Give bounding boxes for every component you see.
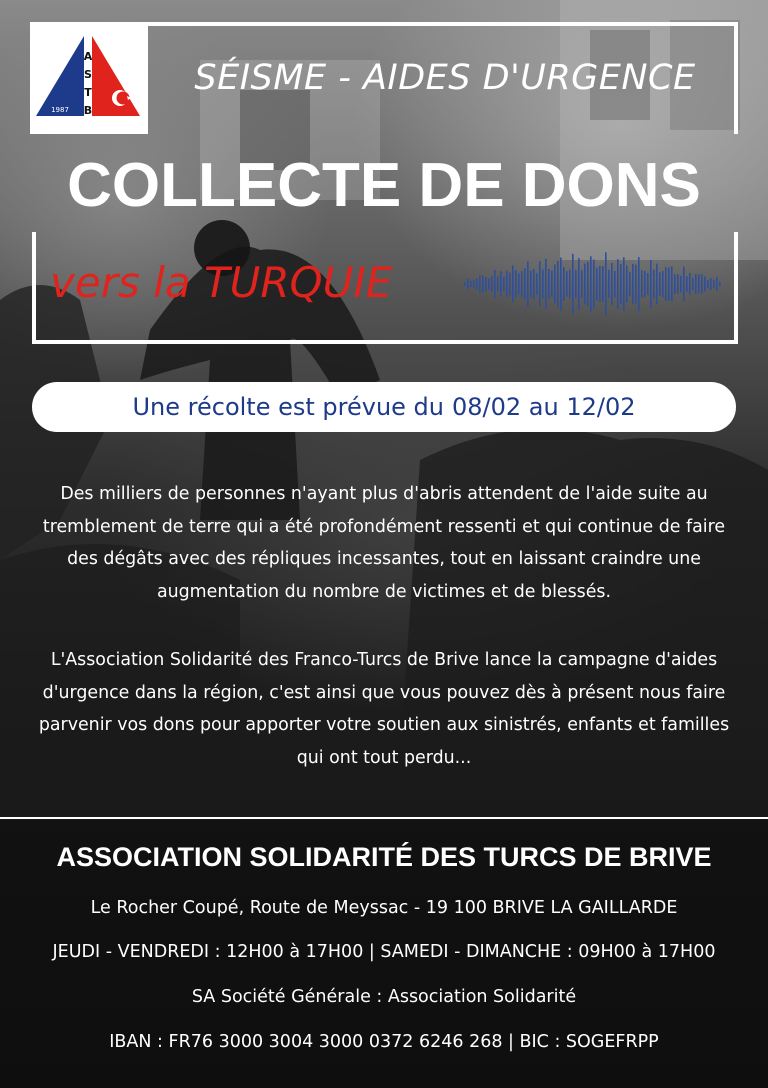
wave-bar [665, 267, 667, 301]
wave-bar [563, 267, 565, 301]
wave-bar [716, 277, 718, 291]
wave-bar [524, 268, 526, 299]
wave-bar [668, 267, 670, 300]
wave-bar [590, 256, 592, 311]
wave-bar [644, 271, 646, 297]
wave-bar [641, 270, 643, 297]
wave-bar [572, 254, 574, 314]
wave-bar [656, 264, 658, 305]
wave-bar [560, 258, 562, 311]
wave-bar [488, 278, 490, 290]
wave-bar [635, 265, 637, 303]
subtitle: SÉISME - AIDES D'URGENCE [194, 58, 696, 98]
wave-bar [530, 271, 532, 298]
wave-bar [692, 278, 694, 290]
wave-bar [485, 277, 487, 291]
wave-bar [581, 270, 583, 298]
wave-bar [680, 276, 682, 293]
logo-letter-b: B [83, 104, 93, 117]
wave-bar [539, 261, 541, 307]
wave-bar [704, 276, 706, 291]
wave-bar [638, 257, 640, 311]
wave-bar [647, 273, 649, 295]
wave-bar [515, 270, 517, 297]
wave-bar [719, 282, 721, 287]
tagline-frame-left [32, 232, 36, 344]
logo-year: 1987 [51, 106, 69, 114]
logo-letter-t: T [84, 86, 92, 99]
address: Le Rocher Coupé, Route de Meyssac - 19 100 BRIVE LA GAILLARDE [90, 898, 678, 918]
wave-bar [473, 280, 475, 288]
wave-bar [686, 276, 688, 292]
wave-bar [548, 269, 550, 299]
wave-bar [518, 273, 520, 294]
dates-prefix: Une récolte est prévue du [132, 393, 444, 421]
wave-bar [623, 257, 625, 310]
wave-bar [698, 274, 700, 293]
wave-bar [476, 278, 478, 289]
wave-bar [650, 260, 652, 308]
organization-name: ASSOCIATION SOLIDARITÉ DES TURCS DE BRIVE [56, 842, 712, 872]
wave-bar [503, 277, 505, 291]
wave-bar [533, 269, 535, 299]
logo-letter-s: S [84, 68, 92, 81]
wave-bar [569, 270, 571, 299]
tagline: vers la TURQUIE [50, 258, 393, 307]
footer-divider [0, 817, 768, 819]
wave-bar [542, 270, 544, 299]
wave-bar [662, 271, 664, 297]
wave-bar [632, 264, 634, 304]
wave-bar [464, 282, 466, 286]
sound-wave-graphic [462, 244, 722, 324]
wave-bar [659, 272, 661, 295]
wave-bar [506, 271, 508, 297]
association-paragraph: L'Association Solidarité des Franco-Turcs de Brive lance la campagne d'aides d'urgence dans la région, c'est ainsi que vous pouvez dès à présent nous faire parvenir vos dons pour apporter votre soutien aux sinistrés, enfants et familles qui ont tout perdu... [38, 650, 730, 768]
wave-bar [629, 272, 631, 296]
wave-bar [497, 276, 499, 291]
wave-bar [479, 275, 481, 292]
wave-bar [494, 270, 496, 298]
wave-bar [593, 260, 595, 309]
page-title: COLLECTE DE DONS [67, 151, 701, 220]
opening-hours: JEUDI - VENDREDI : 12H00 à 17H00 | SAMEDI - DIMANCHE : 09H00 à 17H00 [52, 942, 716, 962]
wave-bar [491, 276, 493, 291]
wave-bar [620, 264, 622, 304]
wave-bar [674, 274, 676, 294]
tagline-frame-right [734, 232, 738, 344]
wave-bar [536, 273, 538, 294]
wave-bar [617, 259, 619, 309]
bank-name: SA Société Générale : Association Solidarité [191, 987, 577, 1007]
wave-bar [575, 270, 577, 298]
astb-logo [30, 22, 148, 134]
wave-bar [521, 271, 523, 297]
wave-bar [599, 266, 601, 302]
wave-bar [701, 274, 703, 293]
logo-letter-a: A [83, 50, 93, 63]
wave-bar [557, 261, 559, 308]
frame-right-line [734, 22, 738, 134]
wave-bar [470, 281, 472, 287]
wave-bar [605, 252, 607, 315]
wave-bar [500, 271, 502, 297]
wave-bar [578, 258, 580, 310]
wave-bar [527, 261, 529, 307]
intro-paragraph: Des milliers de personnes n'ayant plus d'abris attendent de l'aide suite au tremblement de terre qui a été profondément ressenti et qui continue de faire des dégâts avec des répliques incessantes, tout en laissant craindre une augmentation du nombre de victimes et de blessés. [42, 484, 726, 602]
logo-emblem [30, 22, 148, 134]
wave-bar [551, 271, 553, 298]
wave-bar [689, 273, 691, 295]
wave-bar [602, 266, 604, 302]
wave-bar [584, 264, 586, 305]
wave-bar [626, 265, 628, 302]
wave-bar [683, 267, 685, 302]
wave-bar [671, 266, 673, 301]
wave-bar [677, 274, 679, 294]
wave-bar [596, 268, 598, 301]
collection-dates-banner [32, 382, 736, 432]
wave-bar [608, 270, 610, 298]
wave-bar [512, 265, 514, 302]
wave-bar [611, 263, 613, 305]
wave-bar [587, 262, 589, 306]
iban-bic: IBAN : FR76 3000 3004 3000 0372 6246 268 | BIC : SOGEFRPP [109, 1032, 659, 1052]
wave-bar [710, 278, 712, 290]
wave-bar [713, 280, 715, 289]
wave-bar [509, 272, 511, 295]
wave-bar [653, 270, 655, 299]
wave-bar [554, 264, 556, 303]
wave-bar [695, 274, 697, 294]
wave-bar [614, 271, 616, 297]
wave-bar [482, 275, 484, 292]
wave-bar [467, 279, 469, 290]
frame-top-line [148, 22, 738, 26]
wave-bar [545, 259, 547, 309]
wave-bar [566, 271, 568, 297]
tagline-frame-bottom [32, 340, 738, 344]
dates-range: 08/02 au 12/02 [452, 393, 636, 421]
wave-bar [707, 280, 709, 289]
